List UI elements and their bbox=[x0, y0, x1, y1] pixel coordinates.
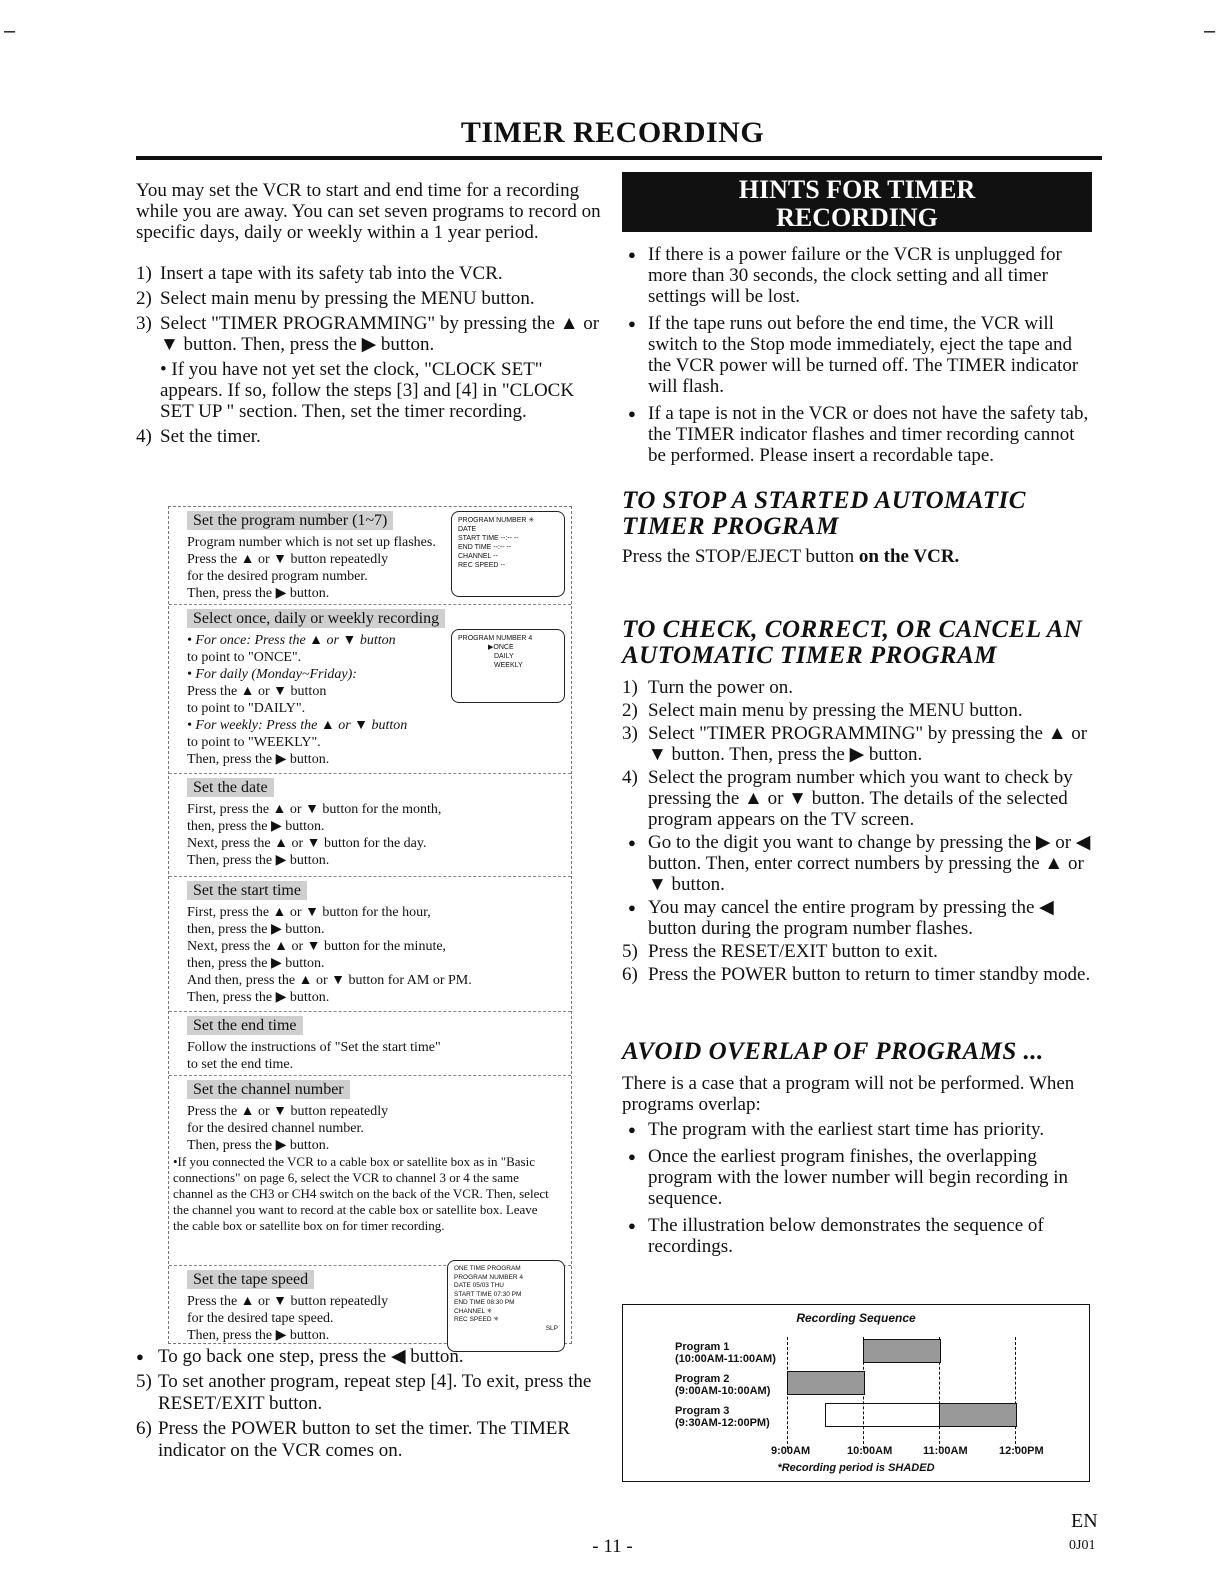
instruction-line: Then, press the ▶ button. bbox=[187, 1138, 330, 1153]
program-recorded-bar bbox=[863, 1339, 941, 1363]
overlap-intro: There is a case that a program will not be performed. When programs overlap: bbox=[622, 1073, 1075, 1115]
instruction-line: Press the ▲ or ▼ button repeatedly bbox=[187, 1104, 389, 1119]
instruction-line: Then, press the ▶ button. bbox=[187, 990, 330, 1005]
hint-item: ● If the tape runs out before the end time, the VCR will switch to the Stop mode immediately, eject the tape and the VCR power will be turned off. The TIMER indicator will flash. bbox=[622, 313, 1092, 397]
setup-steps bbox=[136, 263, 606, 447]
language-code: EN bbox=[1071, 1510, 1098, 1532]
instruction-line: for the desired tape speed. bbox=[187, 1311, 334, 1326]
instruction-line: for the desired channel number. bbox=[187, 1121, 364, 1136]
instruction-line: Then, press the ▶ button. bbox=[187, 853, 330, 868]
document-code: 0J01 bbox=[1069, 1538, 1096, 1553]
check-step: ● You may cancel the entire program by pressing the ◀ button during the program number flashes. bbox=[628, 897, 1054, 939]
section-heading: Select once, daily or weekly recording bbox=[187, 609, 445, 628]
tick-gridline bbox=[1015, 1337, 1016, 1449]
hints-title-line-1: HINTS FOR TIMER bbox=[738, 175, 976, 204]
instruction-line: Next, press the ▲ or ▼ button for the day. bbox=[187, 836, 427, 851]
hint-item: ● If a tape is not in the VCR or does not have the safety tab, the TIMER indicator flashes and timer recording cannot be performed. Please insert a recordable tape. bbox=[622, 403, 1092, 466]
section-tape-speed bbox=[169, 1266, 571, 1358]
section-heading: Set the program number (1~7) bbox=[187, 511, 393, 530]
section-start-time bbox=[169, 877, 571, 1012]
check-step: ● Go to the digit you want to change by pressing the ▶ or ◀ button. Then, enter correct numbers by pressing the ▲ or ▼ button. bbox=[628, 832, 1091, 895]
cable-box-note: •If you connected the VCR to a cable box or satellite box as in "Basic connections" on page 6, select the VCR to channel 3 or 4 the same channel as the CH3 or CH4 switch on the back of the VCR. Then, select the channel you want to record at the cable box or satellite box. Leave the cable box or satellite box on for timer recording. bbox=[173, 1154, 549, 1233]
instruction-line: for the desired program number. bbox=[187, 569, 368, 584]
program-label: Program 3 (9:30AM-12:00PM) bbox=[675, 1405, 770, 1429]
title-rule bbox=[136, 156, 1102, 160]
step-6: 6) Press the POWER button to set the timer. The TIMER indicator on the VCR comes on. bbox=[136, 1418, 570, 1461]
instruction-line: Then, press the ▶ button. bbox=[187, 586, 330, 601]
instruction-line: then, press the ▶ button. bbox=[187, 819, 325, 834]
right-column bbox=[622, 244, 1092, 1263]
instruction-line: And then, press the ▲ or ▼ button for AM or PM. bbox=[187, 973, 472, 988]
chart-title: Recording Sequence bbox=[796, 1311, 916, 1325]
timer-setup-box bbox=[168, 506, 572, 1344]
tick-label: 12:00PM bbox=[999, 1445, 1044, 1457]
instruction-line: then, press the ▶ button. bbox=[187, 922, 325, 937]
instruction-line: First, press the ▲ or ▼ button for the hour, bbox=[187, 905, 431, 920]
instruction-line: to set the end time. bbox=[187, 1057, 294, 1072]
check-step: 5) Press the RESET/EXIT button to exit. bbox=[622, 941, 938, 962]
step-5: 5) To set another program, repeat step [4]. To exit, press the RESET/EXIT button. bbox=[136, 1371, 592, 1414]
chart-footnote: *Recording period is SHADED bbox=[777, 1462, 935, 1474]
instruction-line: Press the ▲ or ▼ button repeatedly bbox=[187, 1294, 389, 1309]
instruction-line: Press the ▲ or ▼ button repeatedly bbox=[187, 552, 389, 567]
check-step: 4) Select the program number which you want to check by pressing the ▲ or ▼ button. The details of the selected program appears on the TV screen. bbox=[622, 767, 1073, 830]
instruction-line: • For daily (Monday~Friday): bbox=[187, 667, 357, 682]
overlap-item: ● The program with the earliest start time has priority. bbox=[622, 1119, 1092, 1140]
left-column bbox=[136, 180, 606, 451]
stop-heading: TO STOP A STARTED AUTOMATIC TIMER PROGRAM bbox=[622, 487, 1026, 540]
section-date bbox=[169, 774, 571, 877]
check-step: 2) Select main menu by pressing the MENU button. bbox=[622, 700, 1023, 721]
recording-sequence-chart bbox=[622, 1304, 1090, 1482]
step-3-note: • If you have not yet set the clock, "CLOCK SET" appears. If so, follow the steps [3] and [4] in "CLOCK SET UP " section. Then, set the timer recording. bbox=[160, 359, 575, 422]
overlap-heading: AVOID OVERLAP OF PROGRAMS ... bbox=[622, 1038, 1044, 1065]
instruction-line: Program number which is not set up flashes. bbox=[187, 535, 436, 550]
tick-label: 11:00AM bbox=[923, 1445, 968, 1457]
overlap-item: ● The illustration below demonstrates the sequence of recordings. bbox=[622, 1215, 1092, 1257]
hint-item: ● If there is a power failure or the VCR is unplugged for more than 30 seconds, the clock setting and all timer settings will be lost. bbox=[622, 244, 1092, 307]
section-end-time bbox=[169, 1012, 571, 1076]
intro-paragraph: You may set the VCR to start and end time for a recording while you are away. You can set seven programs to record on specific days, daily or weekly within a 1 year period. bbox=[136, 180, 601, 243]
page-number: - 11 - bbox=[592, 1536, 633, 1557]
instruction-line: to point to "DAILY". bbox=[187, 701, 306, 716]
instruction-line: • For once: Press the ▲ or ▼ button bbox=[187, 633, 396, 648]
osd-speed-screen: ONE TIME PROGRAM PROGRAM NUMBER 4 DATE 05/03 THU START TIME 07:30 PM END TIME 08:30 PM CHANNEL ✳ REC SPEED ✳ SLP bbox=[447, 1260, 565, 1352]
go-back-note: ● To go back one step, press the ◀ button. bbox=[136, 1346, 464, 1367]
program-recorded-bar bbox=[787, 1371, 865, 1395]
instruction-line: to point to "WEEKLY". bbox=[187, 735, 321, 750]
step-3: 3) Select "TIMER PROGRAMMING" by pressing the ▲ or ▼ button. Then, press the ▶ button. bbox=[136, 313, 600, 355]
section-heading: Set the date bbox=[187, 778, 274, 797]
section-heading: Set the channel number bbox=[187, 1080, 350, 1099]
tick-label: 10:00AM bbox=[847, 1445, 893, 1457]
instruction-line: • For weekly: Press the ▲ or ▼ button bbox=[187, 718, 408, 733]
step-2: 2) Select main menu by pressing the MENU button. bbox=[136, 288, 535, 309]
osd-once-screen: PROGRAM NUMBER 4 ▶ONCE DAILY WEEKLY bbox=[451, 629, 565, 703]
stop-text: Press the STOP/EJECT button on the VCR. bbox=[622, 546, 960, 567]
program-label: Program 1 (10:00AM-11:00AM) bbox=[675, 1341, 776, 1365]
step-4: 4) Set the timer. bbox=[136, 426, 261, 447]
tick-label: 9:00AM bbox=[771, 1445, 811, 1457]
instruction-line: to point to "ONCE". bbox=[187, 650, 302, 665]
instruction-line: Then, press the ▶ button. bbox=[187, 1328, 330, 1343]
check-step: 1) Turn the power on. bbox=[622, 677, 793, 698]
check-step: 6) Press the POWER button to return to timer standby mode. bbox=[622, 964, 1091, 985]
instruction-line: Then, press the ▶ button. bbox=[187, 752, 330, 767]
instruction-line: Next, press the ▲ or ▼ button for the minute, bbox=[187, 939, 447, 954]
step-1: 1) Insert a tape with its safety tab into the VCR. bbox=[136, 263, 503, 284]
overlap-item: ● Once the earliest program finishes, the overlapping program with the lower number will begin recording in sequence. bbox=[622, 1146, 1092, 1209]
instruction-line: Follow the instructions of "Set the start time" bbox=[187, 1040, 441, 1055]
section-heading: Set the tape speed bbox=[187, 1270, 314, 1289]
scan-mark-left: – bbox=[4, 20, 16, 42]
check-step: 3) Select "TIMER PROGRAMMING" by pressing the ▲ or ▼ button. Then, press the ▶ button. bbox=[622, 723, 1088, 765]
osd-program-screen: PROGRAM NUMBER ✳ DATE START TIME --:-- -- END TIME --:-- -- CHANNEL -- REC SPEED -- bbox=[451, 511, 565, 597]
check-heading: TO CHECK, CORRECT, OR CANCEL AN AUTOMATIC TIMER PROGRAM bbox=[622, 616, 1083, 669]
scan-mark-right: – bbox=[1204, 20, 1216, 42]
section-heading: Set the end time bbox=[187, 1016, 303, 1035]
final-steps bbox=[136, 1346, 606, 1465]
instruction-line: Press the ▲ or ▼ button bbox=[187, 684, 327, 699]
section-heading: Set the start time bbox=[187, 881, 307, 900]
section-once-daily-weekly bbox=[169, 605, 571, 774]
instruction-line: then, press the ▶ button. bbox=[187, 956, 325, 971]
section-channel bbox=[169, 1076, 571, 1266]
page-title: TIMER RECORDING bbox=[460, 116, 765, 149]
hints-title-line-2: RECORDING bbox=[776, 203, 938, 232]
check-steps bbox=[622, 677, 1092, 985]
section-program-number bbox=[169, 507, 571, 605]
hints-banner bbox=[622, 172, 1092, 232]
instruction-line: First, press the ▲ or ▼ button for the month, bbox=[187, 802, 442, 817]
program-label: Program 2 (9:00AM-10:00AM) bbox=[675, 1373, 771, 1397]
program-recorded-bar bbox=[939, 1403, 1017, 1427]
